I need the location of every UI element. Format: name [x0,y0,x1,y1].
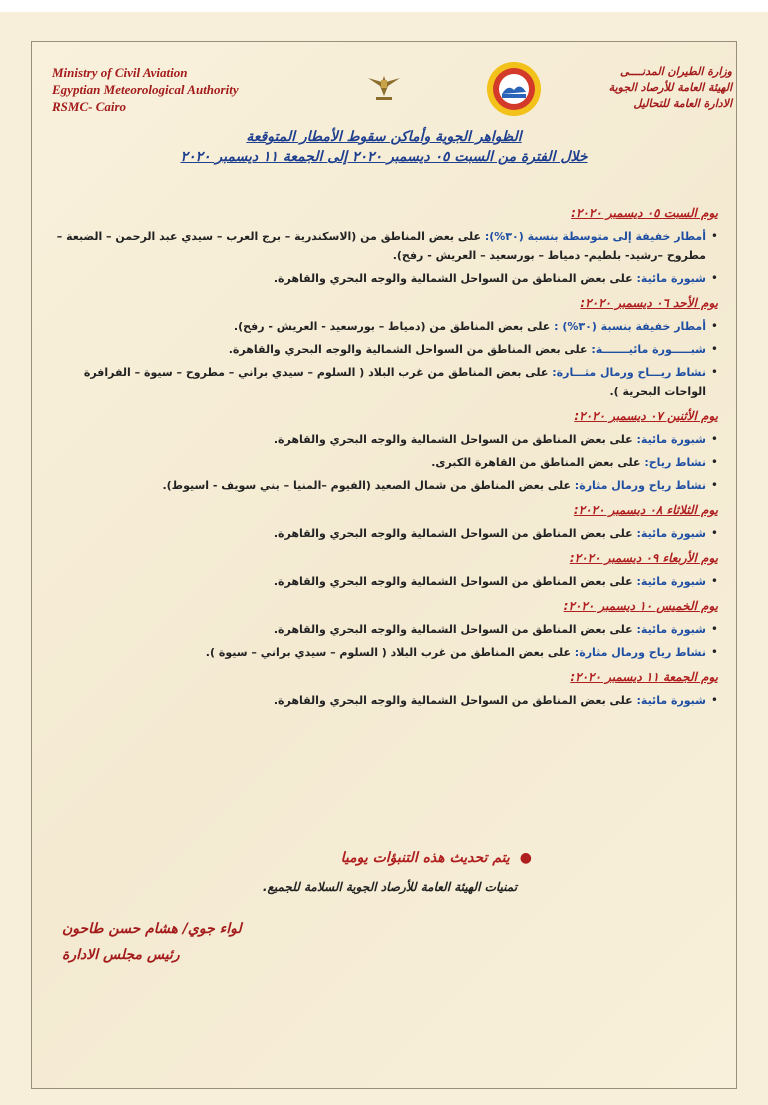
item-label: شبـــــورة مائيـــــــة: [591,343,706,356]
item-label: نشاط رياح ورمال مثارة: [574,646,706,659]
aviation-eagle-icon [366,66,402,102]
day-section [52,204,718,288]
item-text: على بعض المناطق من السواحل الشمالية والوجه البحري والقاهرة. [273,433,637,446]
item-text: على بعض المناطق من (الاسكندرية – برج العرب – سيدي عبد الرحمن – الضبعة – مطروح –رشيد- بلطيم- دمياط – بورسعيد – العريش - رفح). [56,230,706,262]
update-note-text: يتم تحديث هذه التنبؤات يوميا [340,850,510,866]
header-ar-department: الادارة العامة للتحاليل [633,97,732,110]
top-strip [0,0,768,12]
day-heading: يوم الثلاثاء ٠٨ ديسمبر ٢٠٢٠: [573,503,718,517]
item-label: نشاط رياح ورمال مثارة: [574,479,706,492]
header-en-authority: Egyptian Meteorological Authority [52,82,239,97]
item-text: على بعض المناطق من شمال الصعيد (الفيوم –المنيا – بني سويف - اسيوط). [162,479,575,492]
item-label: نشاط رياح: [644,456,706,469]
day-section [52,501,718,543]
forecast-item [52,269,718,288]
item-text: على بعض المناطق من السواحل الشمالية والوجه البحري والقاهرة. [273,272,637,285]
item-text: على بعض المناطق من (دمياط – بورسعيد - العريش - رفح). [233,320,555,333]
item-label: نشاط ريـــاح ورمال مثـــارة: [552,366,706,379]
item-label: شبورة مائية: [636,575,706,588]
bullet-icon: ● [519,850,532,866]
item-label: شبورة مائية: [636,527,706,540]
forecast-item [52,453,718,472]
header-ar-authority: الهيئة العامة للأرصاد الجوية [608,81,732,94]
signature-block [62,916,322,968]
header-arabic [512,64,732,112]
forecast-item [52,430,718,449]
header-en-rsmc: RSMC- Cairo [52,99,127,114]
safety-wish: تمنيات الهيئة العامة للأرصاد الجوية السلامة للجميع. [262,880,518,894]
item-label: شبورة مائية: [636,623,706,636]
item-text: على بعض المناطق من السواحل الشمالية والوجه البحري والقاهرة. [273,527,637,540]
item-label: أمطار خفيفة إلى متوسطة بنسبة (٣٠%): [484,230,706,243]
day-heading: يوم السبت ٠٥ ديسمبر ٢٠٢٠: [571,206,718,220]
forecast-item [52,227,718,265]
day-heading: يوم الأحد ٠٦ ديسمبر ٢٠٢٠: [580,296,718,310]
item-label: شبورة مائية: [636,694,706,707]
forecast-item [52,476,718,495]
signatory-name: لواء جوي/ هشام حسن طاحون [62,921,242,937]
day-section [52,668,718,710]
item-text: على بعض المناطق من القاهرة الكبرى. [431,456,645,469]
forecast-item [52,643,718,662]
update-note [232,850,532,866]
forecast-item [52,340,718,359]
day-section [52,597,718,662]
forecast-item [52,363,718,401]
item-text: على بعض المناطق من السواحل الشمالية والوجه البحري والقاهرة. [228,343,592,356]
title-line-1: الظواهر الجوية وأماكن سقوط الأمطار المتوقعة [246,129,522,145]
header-en-ministry: Ministry of Civil Aviation [52,65,188,80]
title-line-2: خلال الفترة من السبت ٠٥ ديسمبر ٢٠٢٠ إلى الجمعة ١١ ديسمبر ٢٠٢٠ [180,149,588,165]
item-text: على بعض المناطق من السواحل الشمالية والوجه البحري والقاهرة. [273,623,637,636]
forecast-item [52,572,718,591]
forecast-days [52,198,718,714]
item-label: أمطار خفيفة بنسبة (٣٠%) : [554,320,706,333]
item-text: على بعض المناطق من السواحل الشمالية والوجه البحري والقاهرة. [273,694,637,707]
header-ar-ministry: وزارة الطيران المدنــــى [619,65,732,78]
day-heading: يوم الأربعاء ٠٩ ديسمبر ٢٠٢٠: [569,551,718,565]
day-heading: يوم الأثنين ٠٧ ديسمبر ٢٠٢٠: [574,409,718,423]
item-label: شبورة مائية: [636,272,706,285]
forecast-item [52,620,718,639]
item-label: شبورة مائية: [636,433,706,446]
header-english [52,64,239,115]
forecast-item [52,691,718,710]
signatory-title: رئيس مجلس الادارة [62,947,180,963]
forecast-item [52,317,718,336]
day-heading: يوم الخميس ١٠ ديسمبر ٢٠٢٠: [563,599,718,613]
document-title [140,127,628,167]
day-section [52,294,718,401]
day-section [52,407,718,495]
item-text: على بعض المناطق من غرب البلاد ( السلوم – سيدي براني – مطروح – سيوة – الفرافرة الواحات البحرية ). [83,366,706,398]
day-section [52,549,718,591]
item-text: على بعض المناطق من السواحل الشمالية والوجه البحري والقاهرة. [273,575,637,588]
item-text: على بعض المناطق من غرب البلاد ( السلوم – سيدي براني – سيوة ). [205,646,575,659]
forecast-item [52,524,718,543]
day-heading: يوم الجمعة ١١ ديسمبر ٢٠٢٠: [570,670,718,684]
